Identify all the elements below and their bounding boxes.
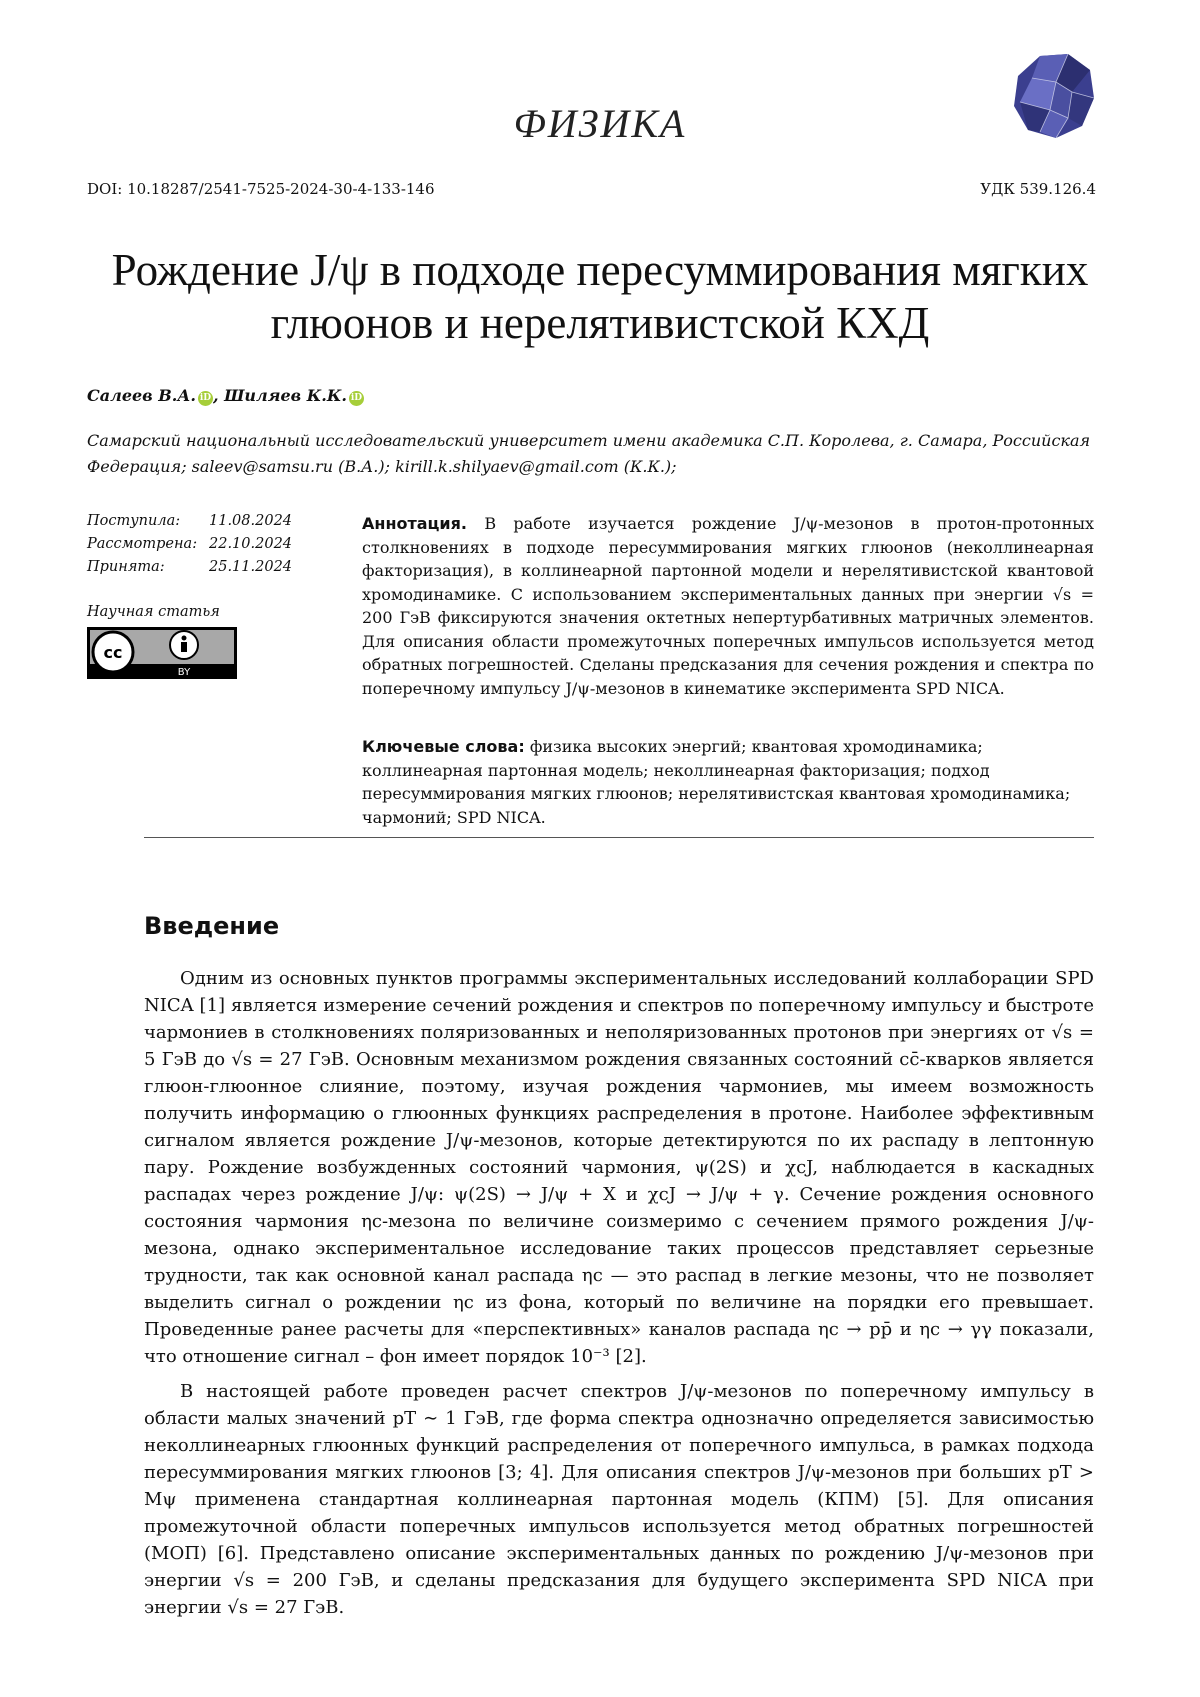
udk-code: УДК 539.126.4: [980, 180, 1096, 198]
author-name: Салеев В.А.: [87, 386, 196, 405]
doi[interactable]: DOI: 10.18287/2541-7525-2024-30-4-133-146: [87, 180, 435, 198]
affiliation: Самарский национальный исследовательский университет имени академика С.П. Королева, г. Самара, Российская Федерация; saleev@samsu.ru (В.А.); kirill.k.shilyaev@gmail.com (К.К.);: [87, 431, 1091, 476]
keywords: [362, 735, 1094, 829]
intro-paragraph: Одним из основных пунктов программы экспериментальных исследований коллаборации SPD NICA [1] является измерение сечений рождения и спектров по поперечному импульсу и быстроте чармониев в столкновениях поляризованных и неполяризованных протонов при энергиях от √s = 5 ГэВ до √s = 27 ГэВ. Основным механизмом рождения связанных состояний cc̄-кварков является глюон-глюонное слияние, поэтому, изучая рождения чармониев, мы имеем возможность получить информацию о глюонных функциях распределения в протоне. Наиболее эффективным сигналом является рождение J/ψ-мезонов, которые детектируются по их распаду в лептонную пару. Рождение возбужденных состояний чармония, ψ(2S) и χcJ, наблюдается в каскадных распадах через рождение J/ψ: ψ(2S) → J/ψ + X и χcJ → J/ψ + γ. Сечение рождения основного состояния чармония ηc-мезона по величине соизмеримо с сечением прямого рождения J/ψ-мезона, однако экспериментальное исследование таких процессов представляет серьезные трудности, так как основной канал распада ηc — это распад в легкие мезоны, что не позволяет выделить сигнал о рождении ηc из фона, который по величине на порядки его превышает. Проведенные ранее расчеты для «перспективных» каналов распада ηc → pp̄ и ηc → γγ показали, что отношение сигнал – фон имеет порядок 10⁻³ [2].: [144, 968, 1094, 1367]
cc-label: cc: [103, 643, 123, 662]
article-title: Рождение J/ψ в подходе пересуммирования мягких глюонов и нерелятивистской КХД: [111, 245, 1089, 348]
intro-paragraph: В настоящей работе проведен расчет спектров J/ψ-мезонов по поперечному импульсу в области малых значений pT ∼ 1 ГэВ, где форма спектра однозначно определяется зависимостью неколлинеарных глюонных функций распределения от поперечного импульса, в рамках подхода пересуммирования мягких глюонов [3; 4]. Для описания спектров J/ψ-мезонов при больших pT > Mψ применена стандартная коллинеарная партонная модель (КПМ) [5]. Для описания промежуточной области поперечных импульсов используется метод обратных погрешностей (МОП) [6]. Представлено описание экспериментальных данных по рождению J/ψ-мезонов при энергии √s = 200 ГэВ, и сделаны предсказания для будущего эксперимента SPD NICA при энергии √s = 27 ГэВ.: [144, 1381, 1094, 1618]
keywords-title: Ключевые слова:: [362, 737, 525, 756]
date-accepted: Принята: 25.11.2024: [87, 559, 293, 575]
author-name: Шиляев К.К.: [224, 386, 347, 405]
date-reviewed: Рассмотрена: 22.10.2024: [87, 536, 293, 552]
section-divider: [144, 837, 1094, 838]
abstract-title: Аннотация.: [362, 514, 467, 533]
orcid-icon[interactable]: iD: [349, 391, 364, 406]
article-type: Научная статья: [87, 604, 220, 620]
authors: Салеев В.А. iD , Шиляев К.К. iD: [87, 386, 363, 405]
intro-heading: Введение: [144, 912, 280, 940]
date-received: Поступила: 11.08.2024: [87, 513, 293, 529]
journal-section-title: ФИЗИКА: [513, 101, 687, 146]
article-dates: [87, 510, 292, 579]
orcid-icon[interactable]: iD: [198, 391, 213, 406]
abstract-text: В работе изучается рождение J/ψ-мезонов в протон-протонных столкновениях в подходе пересуммирования мягких глюонов (неколлинеарная факторизация), в коллинеарной партонной модели и нерелятивистской квантовой хромодинамике. С использованием экспериментальных данных при энергии √s = 200 ГэВ фиксируются значения октетных непертурбативных матричных элементов. Для описания области промежуточных поперечных импульсов используется метод обратных погрешностей. Сделаны предсказания для сечения рождения и спектра по поперечному импульсу J/ψ-мезонов в кинематике эксперимента SPD NICA.: [362, 514, 1094, 698]
keywords-text: физика высоких энергий; квантовая хромодинамика; коллинеарная партонная модель; неколлинеарная факторизация; подход пересуммирования мягких глюонов; нерелятивистская квантовая хромодинамика; чармоний; SPD NICA.: [362, 737, 1071, 827]
cc-by-license-icon[interactable]: [87, 627, 237, 679]
abstract: [362, 512, 1094, 700]
by-label: BY: [177, 667, 191, 678]
